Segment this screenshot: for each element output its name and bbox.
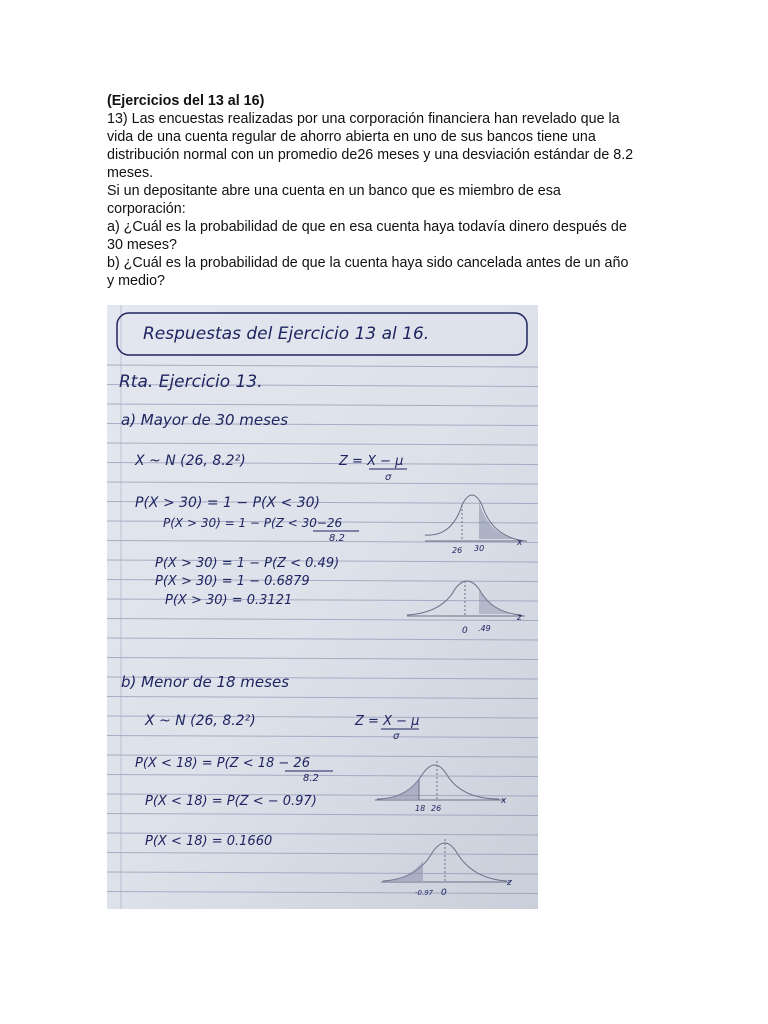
part-a-line1: P(X > 30) = 1 − P(X < 30) [135,495,320,511]
tick-label: 26 [431,804,442,813]
axis-label: x [517,538,523,548]
axis-label: z [507,878,512,888]
problem-line: distribución normal con un promedio de26 meses y una desviación estándar de 8.2 [107,147,634,163]
part-a-label: a) Mayor de 30 meses [121,411,289,429]
part-a-line2: P(X > 30) = 1 − P(Z < 30−26 [163,516,343,530]
problem-line: y medio? [107,273,166,289]
part-a-line4: P(X > 30) = 1 − 0.6879 [155,574,310,589]
problem-line: corporación: [107,201,186,217]
part-a-line2-denominator: 8.2 [329,533,345,544]
tick-label: 30 [474,544,485,553]
axis-label: z [517,613,522,623]
part-b-z-denominator: σ [393,731,400,742]
problem-text [107,92,667,290]
part-b-line1: P(X < 18) = P(Z < 18 − 26 [135,756,310,771]
tick-label: 0 [441,888,447,898]
part-a-line3: P(X > 30) = 1 − P(Z < 0.49) [155,556,340,571]
part-b-line2: P(X < 18) = P(Z < − 0.97) [145,794,317,809]
part-a-line5: P(X > 30) = 0.3121 [165,593,293,608]
exercise-subtitle: Rta. Ejercicio 13. [119,372,263,392]
part-a-z-formula: Z = X − μ [339,454,404,469]
tick-label: 26 [452,546,463,555]
part-b-line1-denominator: 8.2 [303,773,319,784]
exercise-heading: (Ejercicios del 13 al 16) [107,93,265,109]
problem-line: b) ¿Cuál es la probabilidad de que la cuenta haya sido cancelada antes de un año [107,255,629,271]
notebook-page [107,305,538,909]
tick-label: 18 [415,804,426,813]
part-b-distribution: X ~ N (26, 8.2²) [145,713,256,729]
part-a-distribution: X ~ N (26, 8.2²) [135,453,246,469]
part-a-z-denominator: σ [385,472,392,483]
handwritten-solution-photo [107,305,538,909]
tick-label: -0.97 [415,889,434,897]
problem-line: meses. [107,165,154,181]
problem-line: 13) Las encuestas realizadas por una corporación financiera han revelado que la [107,111,620,127]
part-b-label: b) Menor de 18 meses [121,673,290,691]
problem-line: a) ¿Cuál es la probabilidad de que en esa cuenta haya todavía dinero después de [107,219,627,235]
solutions-title: Respuestas del Ejercicio 13 al 16. [143,324,430,344]
problem-line: 30 meses? [107,237,177,253]
problem-line: vida de una cuenta regular de ahorro abierta en uno de sus bancos tiene una [107,129,596,145]
axis-label: x [501,796,507,806]
tick-label: 0 [462,626,468,636]
part-b-z-formula: Z = X − μ [355,714,420,729]
part-b-line3: P(X < 18) = 0.1660 [145,834,273,849]
problem-line: Si un depositante abre una cuenta en un banco que es miembro de esa [107,183,561,199]
tick-label: .49 [478,624,491,633]
